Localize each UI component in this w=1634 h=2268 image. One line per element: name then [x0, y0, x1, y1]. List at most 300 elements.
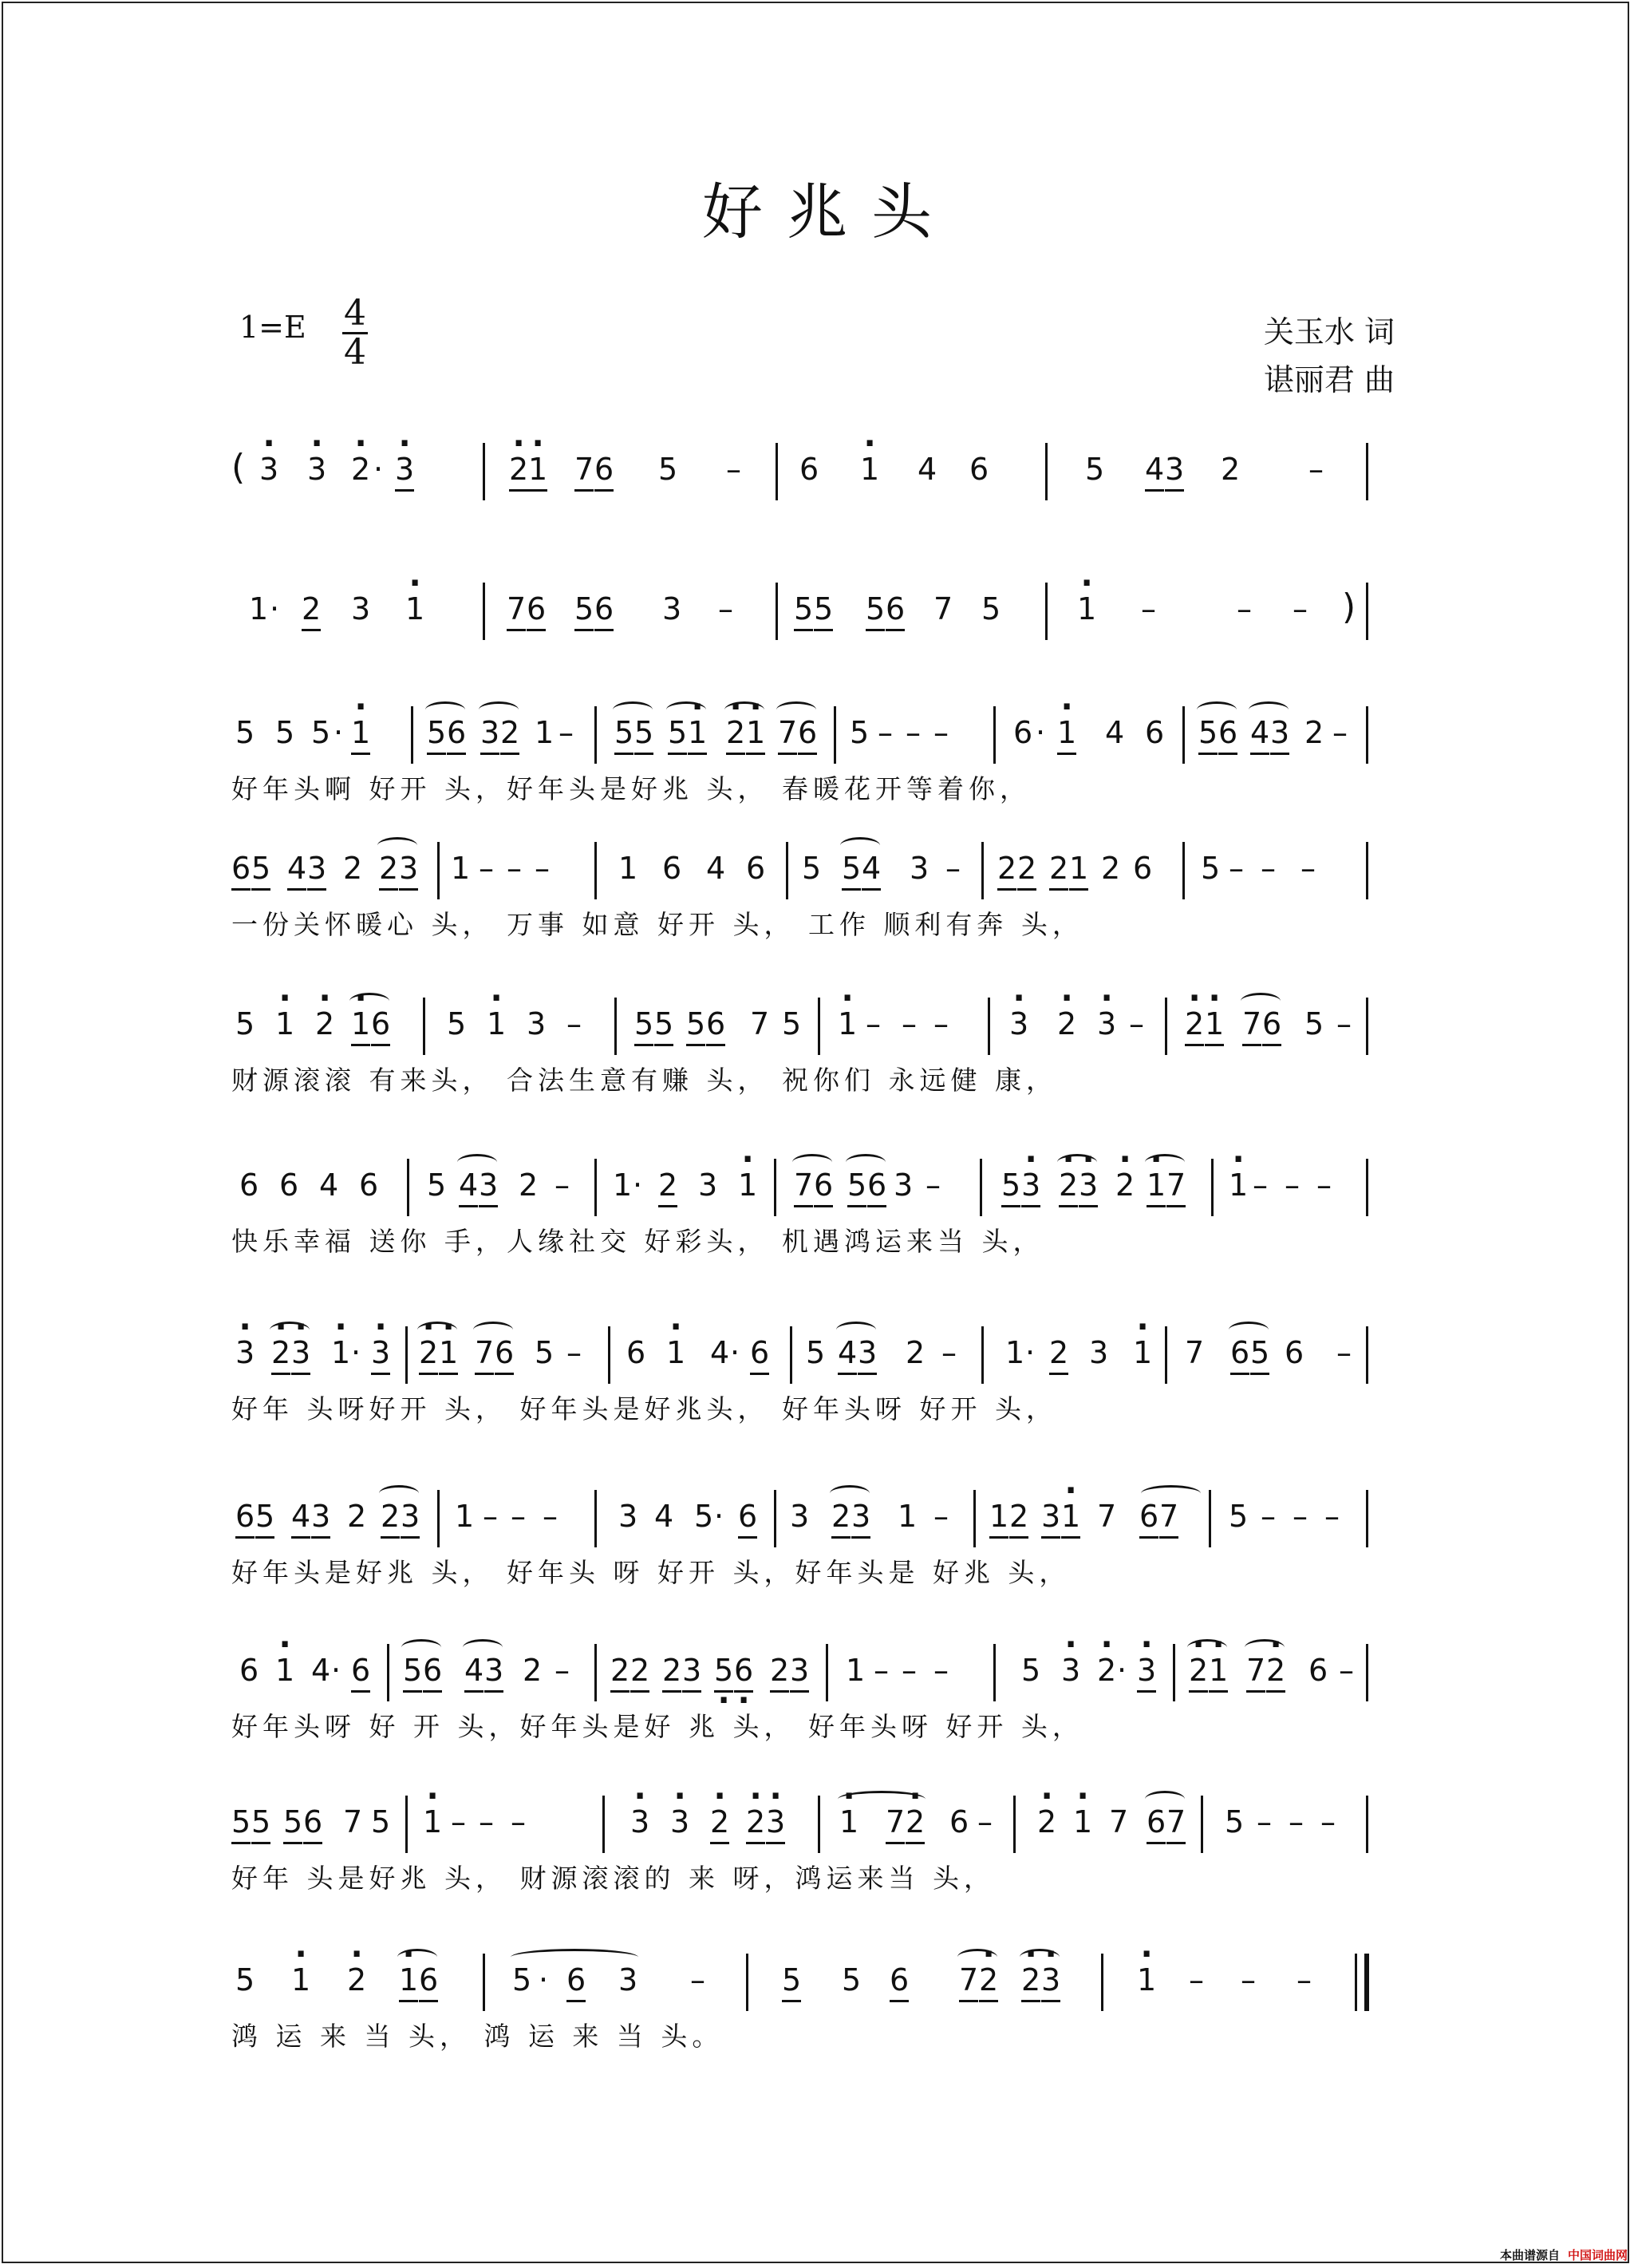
watermark-source: 本曲谱源自 [1499, 2248, 1560, 2262]
note: · 3 [1009, 1004, 1028, 1044]
barline [1366, 583, 1368, 640]
barline [594, 706, 597, 764]
barline [1366, 1490, 1368, 1547]
dash: – [941, 1335, 957, 1370]
note: · 1 [1147, 1165, 1166, 1207]
note: · 2 [906, 1802, 925, 1844]
note: 6 [235, 1496, 255, 1539]
note: 2 [658, 1165, 677, 1207]
note: 6 [495, 1333, 514, 1375]
dash: – [878, 715, 893, 750]
dash: – [1189, 1962, 1204, 1997]
note: 5 [794, 589, 813, 631]
note: 1 [1005, 1335, 1025, 1370]
note: · 2 [509, 449, 528, 492]
dash: – [1320, 1804, 1336, 1839]
note: 6 [527, 589, 546, 631]
dash: – [1261, 1499, 1276, 1534]
note: · 3 [1041, 1960, 1060, 2002]
barline [1209, 1490, 1211, 1547]
barline [594, 842, 597, 899]
note: 5 [1225, 1804, 1245, 1839]
note: 5 [866, 589, 885, 631]
note: 5 [403, 1650, 422, 1693]
barline [834, 706, 836, 764]
dash: – [535, 851, 550, 886]
note: 7 [778, 713, 797, 755]
barline [1366, 1326, 1368, 1384]
dash: – [479, 1804, 494, 1839]
note: · 1 [439, 1333, 458, 1375]
final-barline-thick [1364, 1954, 1369, 2011]
lyrics-line: 财源滚滚 有来头， 合法生意有赚 头， 祝你们 永远健 康， [231, 1065, 1057, 1096]
dot: · [730, 1335, 740, 1370]
barline [786, 842, 788, 899]
note: · 1 [1077, 589, 1096, 629]
note: 7 [886, 1802, 905, 1844]
note: · 3 [1079, 1165, 1098, 1207]
note: 2 [1017, 848, 1036, 891]
note: 5 [814, 589, 833, 631]
note: 5 [842, 1962, 862, 1997]
note: 3 [1089, 1335, 1109, 1370]
note: 3 [662, 591, 682, 626]
barline [405, 1796, 408, 1853]
note: · 3 [766, 1802, 785, 1844]
note: 2 [997, 848, 1016, 891]
barline [988, 998, 990, 1055]
note: 4 [1250, 713, 1269, 755]
note: · 3 [235, 1333, 255, 1373]
note: 5 [1304, 1006, 1324, 1041]
dash: – [718, 591, 733, 626]
score-system-6 [231, 1159, 1372, 1270]
dot: · [331, 1653, 341, 1688]
note: 5 [847, 1165, 866, 1207]
note: · 2 [419, 1333, 438, 1375]
note: 4 [464, 1650, 483, 1693]
score-system-3 [231, 706, 1372, 818]
lyrics-line: 好年头啊 好开 头，好年头是好兆 头， 春暖花开等着你， [231, 773, 1031, 804]
note: 6 [969, 452, 989, 487]
note: 5 [283, 1802, 302, 1844]
note: 6 [239, 1168, 259, 1203]
note: 5 [251, 1802, 270, 1844]
note: 3 [1270, 713, 1289, 755]
note: 7 [750, 1006, 770, 1041]
dot: · [373, 452, 384, 487]
note: · 2 [1021, 1960, 1040, 2002]
dash: – [507, 851, 522, 886]
note: 6 [359, 1168, 379, 1203]
dash: – [1257, 1804, 1272, 1839]
note: 7 [343, 1804, 363, 1839]
note: · 3 [291, 1333, 310, 1375]
note: 2 [1049, 848, 1068, 891]
note: 5 [654, 1004, 673, 1046]
lyrics-line: 鸿 运 来 当 头， 鸿 运 来 当 头。 [231, 2021, 724, 2052]
note: 5 [1250, 1333, 1269, 1375]
barline [818, 1796, 820, 1853]
note: 6 [303, 1802, 322, 1844]
note: 2 [906, 1335, 926, 1370]
note: 2 [630, 1650, 649, 1693]
barline [594, 1644, 597, 1701]
note: 4 [291, 1496, 310, 1539]
note: 4 [654, 1499, 674, 1534]
note: · 2 [726, 713, 745, 755]
note: 4 [862, 848, 881, 891]
dash: – [906, 715, 921, 750]
note: 3 [790, 1499, 810, 1534]
dash: – [1339, 1653, 1354, 1688]
note: 5 [686, 1004, 705, 1046]
dash: – [1229, 851, 1244, 886]
lyrics-line: 快乐幸福 送你 手，人缘社交 好彩头， 机遇鸿运来当 头， [231, 1226, 1044, 1257]
note: 7 [1097, 1499, 1117, 1534]
note: 5 [371, 1804, 391, 1839]
dash: – [977, 1804, 993, 1839]
dash: – [933, 1653, 949, 1688]
note: · 1 [405, 589, 424, 629]
note: 7 [1246, 1650, 1265, 1693]
score-system-10 [231, 1796, 1372, 1907]
barline [594, 1490, 597, 1547]
note: 3 [351, 591, 371, 626]
note: 2 [610, 1650, 630, 1693]
dash: – [933, 715, 949, 750]
note: · 1 [1205, 1004, 1224, 1046]
note: 3 [790, 1650, 809, 1693]
note: 6 [626, 1335, 646, 1370]
repeat-paren-close: ) [1342, 587, 1356, 627]
note: · 3 [1061, 1650, 1080, 1690]
note: 3 [910, 851, 929, 886]
barline [981, 842, 984, 899]
note: 7 [1109, 1804, 1129, 1839]
dot: · [1025, 1335, 1036, 1370]
note: · 3 [630, 1802, 649, 1842]
note: 2 [1009, 1496, 1028, 1539]
note: · 1 [666, 1333, 685, 1373]
dash: – [479, 851, 494, 886]
dash: – [1293, 591, 1308, 626]
note: 5 [668, 713, 687, 755]
note: 6 [1133, 851, 1153, 886]
note: · 1 [860, 449, 879, 489]
note: 3 [527, 1006, 547, 1041]
dash: – [902, 1006, 917, 1041]
note: 6 [1262, 1004, 1281, 1046]
barline [993, 706, 996, 764]
barline [1165, 1326, 1167, 1384]
note: · 2 [710, 1802, 729, 1844]
dash: – [1336, 1006, 1352, 1041]
note: 6 [1230, 1333, 1249, 1375]
time-signature [339, 295, 371, 371]
note: 2 [379, 848, 398, 891]
dash: – [926, 1168, 941, 1203]
dash: – [1241, 1962, 1256, 1997]
score-system-8 [231, 1490, 1372, 1602]
note: 3 [1165, 449, 1184, 492]
barline [483, 1954, 485, 2011]
note: 5 [1021, 1653, 1041, 1688]
note: · 1 [1209, 1650, 1228, 1693]
note: 1 [535, 715, 555, 750]
barline [1013, 1796, 1016, 1853]
barline [608, 1326, 610, 1384]
barline [483, 583, 485, 640]
note: · 2 [1115, 1165, 1135, 1205]
note: 3 [307, 848, 326, 891]
note: 2 [1101, 851, 1121, 886]
note: 6 [886, 589, 905, 631]
note: · 1 [351, 1004, 370, 1046]
dash: – [1129, 1006, 1144, 1041]
note: 5 [427, 713, 446, 755]
note: 5 · [714, 1650, 733, 1693]
barline [411, 706, 413, 764]
barline [981, 1326, 984, 1384]
note: 5 [1229, 1499, 1249, 1534]
note: · 2 [979, 1960, 998, 2002]
key-signature: 1=E [239, 310, 306, 345]
lyrics-line: 好年 头呀好开 头， 好年头是好兆头， 好年头呀 好开 头， [231, 1393, 1057, 1424]
note: · 3 [371, 1333, 390, 1375]
dot: · [633, 1168, 643, 1203]
note: 5 [275, 715, 295, 750]
note: 6 [706, 1004, 725, 1046]
note: 7 [475, 1333, 494, 1375]
note: 5 [235, 715, 255, 750]
note: · 1 [1073, 1802, 1092, 1842]
note: 2 [347, 1499, 367, 1534]
note: 5 [981, 591, 1001, 626]
time-signature-top: 4 [344, 293, 366, 334]
barline [1182, 842, 1185, 899]
note: 4 [311, 1653, 331, 1688]
dash: – [1285, 1168, 1300, 1203]
note: · 3 [1097, 1004, 1116, 1044]
note: · 3 [259, 449, 278, 489]
dash: – [566, 1335, 582, 1370]
lyrics-line: 一份关怀暖心 头， 万事 如意 好开 头， 工作 顺利有奔 头， [231, 909, 1083, 940]
dash: – [1293, 1499, 1308, 1534]
note: 7 [574, 449, 594, 492]
note: 5 [255, 1496, 274, 1539]
lyricist-credit: 关玉水 词 [1263, 314, 1395, 350]
barline [614, 998, 617, 1055]
note: 5 [802, 851, 822, 886]
score-system-2 [231, 583, 1372, 646]
note: 6 [738, 1496, 757, 1539]
score-system-11 [231, 1954, 1372, 2065]
note: · 1 [399, 1960, 418, 2002]
note: 1 [1069, 848, 1088, 891]
note: · 1 [351, 713, 370, 755]
dash: – [511, 1499, 526, 1534]
dash: – [1289, 1804, 1304, 1839]
note: 2 [831, 1496, 851, 1539]
note: 5 [1085, 452, 1105, 487]
note: · 3 [395, 449, 414, 492]
note: 7 [959, 1960, 978, 2002]
score-system-7 [231, 1326, 1372, 1438]
note: 1 [898, 1499, 918, 1534]
note: · 1 [423, 1802, 442, 1842]
barline [437, 842, 440, 899]
note: 4 [459, 1165, 478, 1207]
dash: – [1336, 1335, 1352, 1370]
dash: – [690, 1962, 705, 1997]
composer-credit: 谌丽君 曲 [1263, 362, 1395, 397]
note: 2 [1304, 715, 1324, 750]
dash: – [558, 715, 574, 750]
note: · 2 [315, 1004, 334, 1044]
note: · 3 [670, 1802, 689, 1842]
note: 7 [1166, 1802, 1186, 1844]
dash: – [866, 1006, 881, 1041]
note: · 2 [1189, 1650, 1208, 1693]
note: 4 [710, 1335, 730, 1370]
note: 6 [594, 589, 614, 631]
note: · 1 [331, 1333, 350, 1373]
note: 4 [1105, 715, 1125, 750]
note: · 1 [838, 1004, 857, 1044]
barline [405, 1326, 408, 1384]
note: · 1 [275, 1650, 294, 1690]
note: 1 [618, 851, 638, 886]
note: 5 [614, 713, 633, 755]
note: 4 [838, 1333, 857, 1375]
note: 6 [447, 713, 466, 755]
dot: · [351, 1335, 361, 1370]
barline [1201, 1796, 1203, 1853]
note: 5 [850, 715, 870, 750]
note: 5 [235, 1962, 255, 1997]
note: 3 [618, 1499, 638, 1534]
note: · 1 [1137, 1960, 1156, 2000]
barline [993, 1644, 996, 1701]
note: · 1 [487, 1004, 506, 1044]
note: 5 [235, 1006, 255, 1041]
note: 4 [706, 851, 726, 886]
note: · 2 [746, 1802, 765, 1844]
note: 6 [239, 1653, 259, 1688]
note: 2 [1049, 1333, 1068, 1375]
lyrics-line: 好年头是好兆 头， 好年头 呀 好开 头，好年头是 好兆 头， [231, 1557, 1071, 1588]
note: · 1 [738, 1165, 757, 1205]
song-title: 好兆头 [702, 176, 956, 247]
barline [1366, 1796, 1368, 1853]
dash: – [902, 1653, 917, 1688]
barline [1366, 706, 1368, 764]
barline [1366, 842, 1368, 899]
barline [1211, 1159, 1214, 1216]
barline [407, 1159, 409, 1216]
barline [423, 998, 425, 1055]
note: 5 [447, 1006, 467, 1041]
note: · 2 [347, 1960, 366, 2000]
note: 6 [1285, 1335, 1304, 1370]
note: · 2 [351, 449, 370, 489]
note: 7 [1242, 1004, 1261, 1046]
note: 6 [371, 1004, 390, 1046]
note: · 1 [275, 1004, 294, 1044]
dot: · [270, 591, 280, 626]
note: 5 [634, 1004, 653, 1046]
note: 1 [613, 1168, 633, 1203]
note: 3 [399, 848, 418, 891]
note: 3 [858, 1333, 877, 1375]
dot: · [1036, 715, 1046, 750]
note: 2 [523, 1653, 543, 1688]
note: 6 [750, 1333, 769, 1375]
barline [774, 1159, 776, 1216]
note: 6 [1218, 713, 1237, 755]
note: 6 [1147, 1802, 1166, 1844]
barline [826, 1644, 828, 1701]
note: 6 [594, 449, 614, 492]
barline [1101, 1954, 1103, 2011]
note: 4 [1145, 449, 1164, 492]
dash: – [1261, 851, 1276, 886]
note: 4 [287, 848, 306, 891]
note: 5 [574, 589, 594, 631]
dash: – [555, 1653, 570, 1688]
note: 3 [484, 1650, 503, 1693]
barline [483, 443, 485, 500]
note: 6 [746, 851, 766, 886]
barline [1045, 583, 1048, 640]
dash: – [726, 452, 741, 487]
note: · 1 [291, 1960, 310, 2000]
dash: – [1141, 591, 1156, 626]
note: · 1 [1133, 1333, 1152, 1373]
note: 7 [933, 591, 953, 626]
note: 6 [423, 1650, 442, 1693]
note: 7 [507, 589, 526, 631]
note: 2 [302, 589, 321, 631]
note: 7 [1185, 1335, 1205, 1370]
note: 5 [427, 1168, 447, 1203]
note: 6 [867, 1165, 886, 1207]
note: 2 [662, 1650, 681, 1693]
note: · 3 [307, 449, 326, 489]
note: 6 [662, 851, 682, 886]
note: 1 [451, 851, 471, 886]
note: 3 [618, 1962, 638, 1997]
note: · 1 [746, 713, 765, 755]
barline [602, 1796, 605, 1853]
watermark [1500, 2246, 1628, 2263]
dash: – [933, 1006, 949, 1041]
time-signature-bottom: 4 [344, 332, 366, 373]
note: 1 [846, 1653, 866, 1688]
watermark-site-link[interactable]: 中国词曲网 [1567, 2248, 1628, 2262]
note: 5 [1001, 1165, 1020, 1207]
note: · 1 [688, 713, 707, 755]
note: · 2 [1037, 1802, 1056, 1842]
note: 5 [842, 848, 861, 891]
note: 6 [799, 452, 819, 487]
note: 5 [782, 1006, 802, 1041]
note: 6 [1139, 1496, 1158, 1539]
note: 6 [1308, 1653, 1328, 1688]
barline [1045, 443, 1048, 500]
barline [1182, 706, 1185, 764]
